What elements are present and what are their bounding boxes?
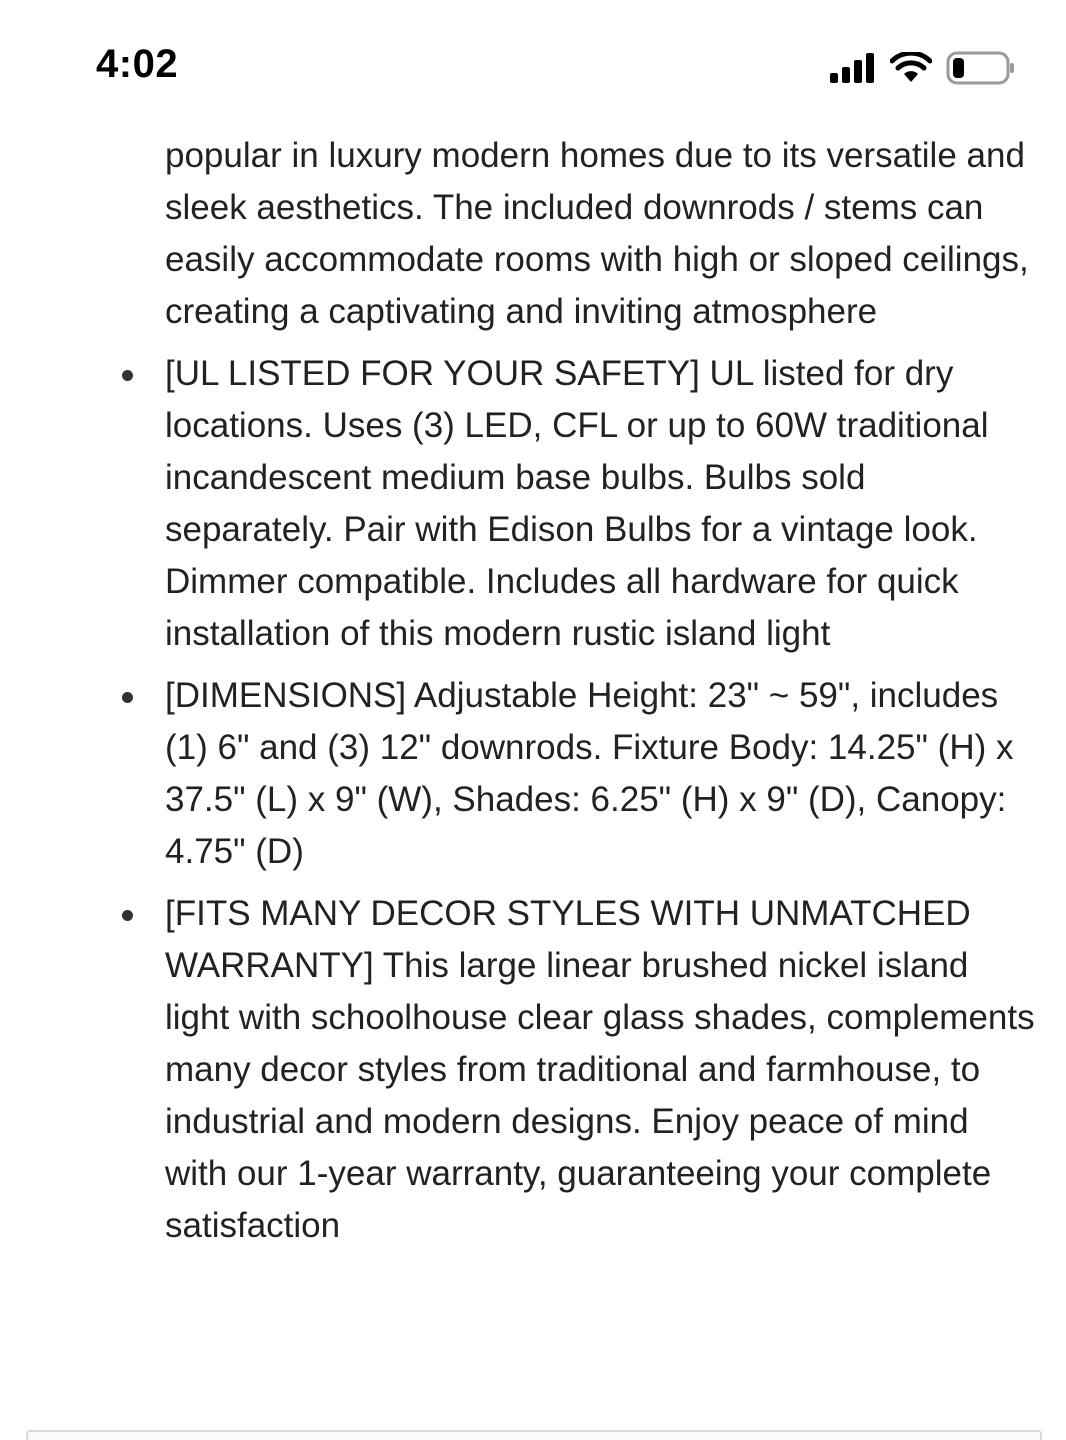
battery-icon	[946, 51, 1016, 85]
status-icons	[830, 48, 1016, 88]
wifi-icon	[890, 52, 932, 84]
feature-bullet-decor-warranty	[0, 888, 1066, 1252]
feature-bullet-list	[0, 348, 1066, 1252]
feature-bullet-ul-listed	[0, 348, 1066, 660]
bullet-text: [UL LISTED FOR YOUR SAFETY] UL listed for dry locations. Uses (3) LED, CFL or up to 60W traditional incandescent medium base bulbs. Bulbs sold separately. Pair with Edison Bulbs for a vintage look. Dimmer compatible. Includes all hardware for quick installation of this modern rustic island light	[165, 354, 989, 653]
product-description	[0, 130, 1066, 1262]
status-bar	[0, 0, 1066, 130]
cellular-signal-icon	[830, 53, 876, 83]
next-section-card	[26, 1430, 1042, 1440]
feature-bullet-dimensions	[0, 670, 1066, 878]
status-time: 4:02	[96, 42, 179, 86]
bullet-text: [DIMENSIONS] Adjustable Height: 23" ~ 59", includes (1) 6" and (3) 12" downrods. Fixture Body: 14.25" (H) x 37.5" (L) x 9" (W), Shades: 6.25" (H) x 9" (D), Canopy: 4.75" (D)	[165, 676, 1014, 871]
bullet-dot-icon	[122, 370, 133, 381]
bullet-dot-icon	[122, 692, 133, 703]
description-intro-text: popular in luxury modern homes due to its versatile and sleek aesthetics. The included downrods / stems can easily accommodate rooms with high or sloped ceilings, creating a captivating and inviting atmosphere	[165, 136, 1029, 331]
bullet-text: [FITS MANY DECOR STYLES WITH UNMATCHED WARRANTY] This large linear brushed nickel island light with schoolhouse clear glass shades, complements many decor styles from traditional and farmhouse, to industrial and modern designs. Enjoy peace of mind with our 1-year warranty, guaranteeing your complete satisfaction	[165, 894, 1035, 1245]
bullet-dot-icon	[122, 910, 133, 921]
